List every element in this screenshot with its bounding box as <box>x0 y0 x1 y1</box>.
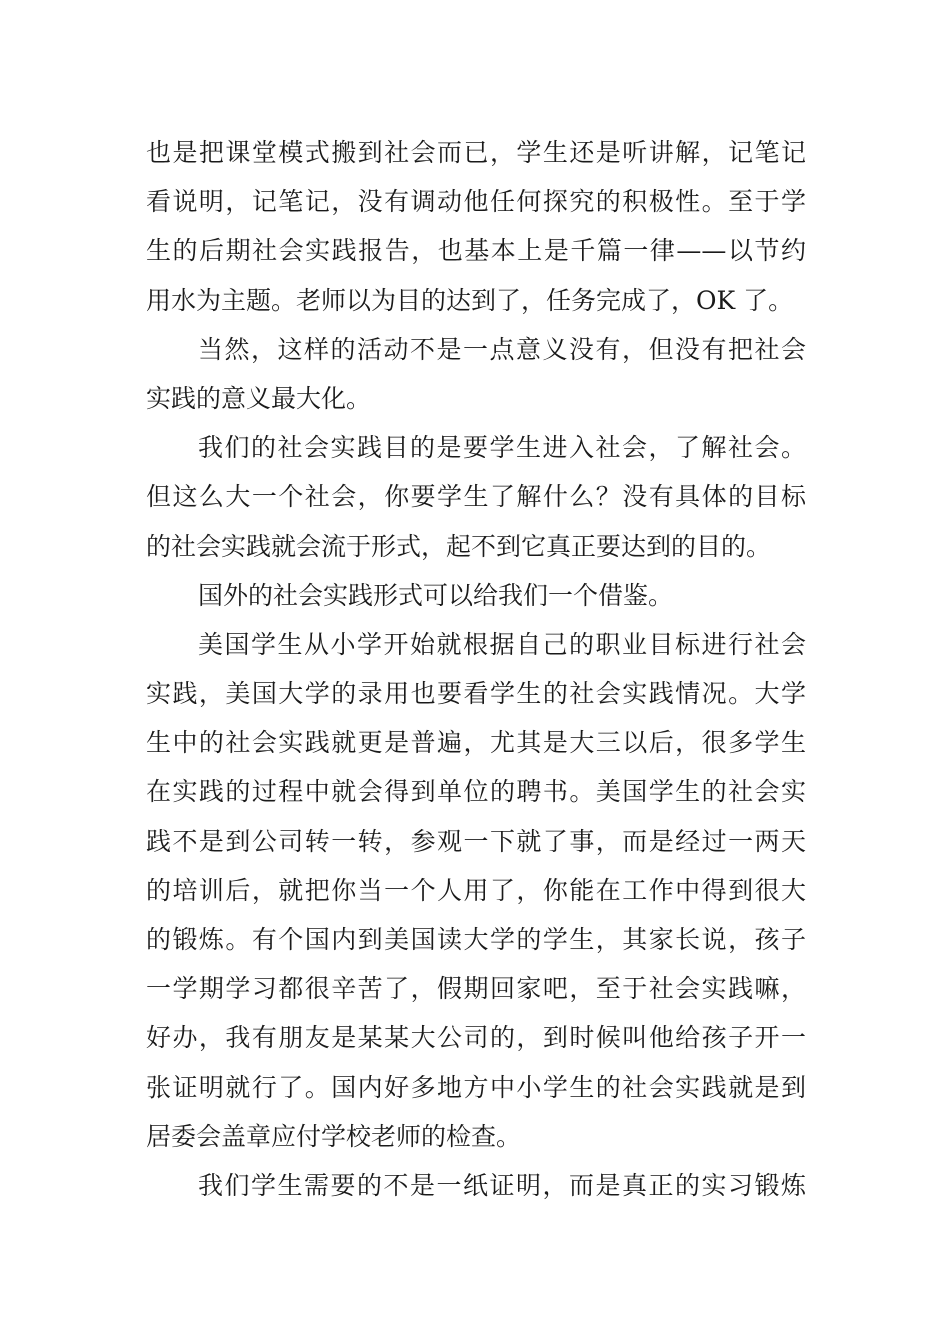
text-line: 的锻炼。有个国内到美国读大学的学生，其家长说，孩子 <box>146 925 806 954</box>
text-line: 一学期学习都很辛苦了，假期回家吧，至于社会实践嘛， <box>146 974 806 1004</box>
text-line: 国外的社会实践形式可以给我们一个借鉴。 <box>198 580 674 610</box>
text-line: 张证明就行了。国内好多地方中小学生的社会实践就是到 <box>146 1072 806 1102</box>
text-line: 我们的社会实践目的是要学生进入社会，了解社会。 <box>198 433 806 463</box>
text-line: 美国学生从小学开始就根据自己的职业目标进行社会 <box>198 629 806 659</box>
document-body <box>146 128 806 1210</box>
text-line: 但这么大一个社会，你要学生了解什么？没有具体的目标 <box>146 482 806 512</box>
text-line: 看说明，记笔记，没有调动他任何探究的积极性。至于学 <box>146 187 806 217</box>
text-line: 实践的意义最大化。 <box>146 383 372 413</box>
text-line: 践不是到公司转一转，参观一下就了事，而是经过一两天 <box>146 826 806 856</box>
text-line: 实践，美国大学的录用也要看学生的社会实践情况。大学 <box>146 679 806 709</box>
text-line: 我们学生需要的不是一纸证明，而是真正的实习锻炼 <box>198 1170 806 1200</box>
text-line: 在实践的过程中就会得到单位的聘书。美国学生的社会实 <box>146 777 806 807</box>
text-line: 的社会实践就会流于形式，起不到它真正要达到的目的。 <box>146 531 772 561</box>
text-line: 也是把课堂模式搬到社会而已，学生还是听讲解，记笔记 <box>146 138 806 167</box>
text-line: 生中的社会实践就更是普遍，尤其是大三以后，很多学生 <box>146 728 806 758</box>
text-line: 好办，我有朋友是某某大公司的，到时候叫他给孩子开一 <box>146 1023 806 1053</box>
text-line: 居委会盖章应付学校老师的检查。 <box>146 1121 522 1151</box>
text-line: 的培训后，就把你当一个人用了，你能在工作中得到很大 <box>146 875 806 905</box>
text-line: 当然，这样的活动不是一点意义没有，但没有把社会 <box>198 334 806 364</box>
text-line: 生的后期社会实践报告，也基本上是千篇一律——以节约 <box>146 236 806 266</box>
text-line: 用水为主题。老师以为目的达到了，任务完成了，OK 了。 <box>146 285 794 315</box>
